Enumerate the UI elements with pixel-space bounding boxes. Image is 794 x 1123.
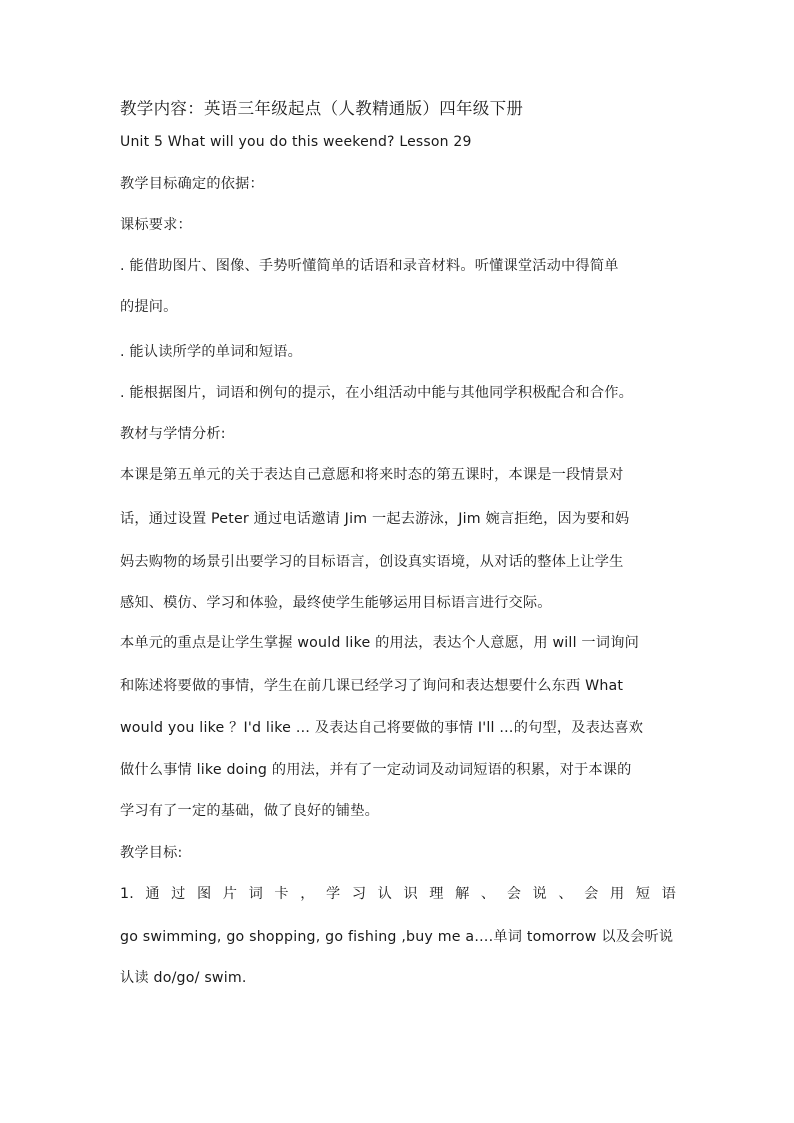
paragraph-1-line-1: 本课是第五单元的关于表达自己意愿和将来时态的第五课时，本课是一段情景对	[120, 467, 624, 483]
goal-1-line-1	[120, 884, 676, 904]
requirement-1-line-2: 的提问。	[120, 299, 178, 315]
goal-1-line-2: go swimming, go shopping, go fishing ,buy me a….单词 tomorrow 以及会听说	[120, 929, 674, 945]
goal-1-token: 会	[584, 886, 599, 902]
paragraph-1-line-3: 妈去购物的场景引出要学习的目标语言，创设真实语境，从对话的整体上让学生	[120, 554, 624, 570]
paragraph-2-line-3: would you like ？I'd like … 及表达自己将要做的事情 I'll …的句型，及表达喜欢	[120, 720, 644, 736]
goal-1-token: ，	[300, 886, 315, 902]
goal-1-token: 说	[532, 886, 547, 902]
paragraph-2-line-4: 做什么事情 like doing 的用法，并有了一定动词及动词短语的积累，对于本课的	[120, 762, 632, 778]
goal-1-token: 识	[403, 886, 418, 902]
goal-1-token: 词	[248, 886, 263, 902]
goal-1-token: 短	[635, 886, 651, 902]
goal-1-token: 学	[326, 886, 341, 902]
requirement-1-line-1: . 能借助图片、图像、手势听懂简单的话语和录音材料。听懂课堂活动中得简单	[120, 258, 619, 274]
goal-1-token: 理	[429, 886, 444, 902]
goal-1-token: 片	[222, 886, 238, 902]
goal-1-token: 语	[661, 886, 676, 902]
goal-1-token: 1.	[120, 886, 134, 902]
goals-heading: 教学目标:	[120, 845, 183, 861]
goal-1-token: 过	[171, 886, 186, 902]
goal-1-token: 认	[377, 886, 393, 902]
paragraph-1-line-4: 感知、模仿、学习和体验，最终使学生能够运用目标语言进行交际。	[120, 595, 552, 611]
paragraph-2-line-2: 和陈述将要做的事情，学生在前几课已经学习了询问和表达想要什么东西 What	[120, 678, 624, 694]
goal-1-token: 习	[351, 886, 367, 902]
document-subtitle: Unit 5 What will you do this weekend? Lesson 29	[120, 134, 472, 150]
basis-heading: 教学目标确定的依据：	[120, 176, 264, 192]
goal-1-token: 、	[480, 886, 496, 902]
requirement-2: . 能认读所学的单词和短语。	[120, 344, 303, 360]
paragraph-1-line-2: 话，通过设置 Peter 通过电话邀请 Jim 一起去游泳，Jim 婉言拒绝，因为要和妈	[120, 511, 630, 527]
goal-1-token: 卡	[274, 886, 289, 902]
goal-1-token: 通	[145, 886, 160, 902]
paragraph-2-line-5: 学习有了一定的基础，做了良好的铺垫。	[120, 803, 379, 819]
goal-1-token: 解	[455, 886, 470, 902]
goal-1-line-3: 认读 do/go/ swim.	[120, 970, 247, 986]
goal-1-token: 图	[196, 886, 212, 902]
requirement-3: . 能根据图片，词语和例句的提示，在小组活动中能与其他同学积极配合和合作。	[120, 385, 633, 401]
analysis-heading: 教材与学情分析:	[120, 426, 226, 442]
paragraph-2-line-1: 本单元的重点是让学生掌握 would like 的用法，表达个人意愿，用 will 一词询问	[120, 635, 639, 651]
goal-1-token: 会	[506, 886, 522, 902]
goal-1-token: 用	[609, 886, 625, 902]
curriculum-heading: 课标要求：	[120, 217, 192, 233]
document-title: 教学内容：英语三年级起点（人教精通版）四年级下册	[120, 99, 524, 118]
goal-1-token: 、	[558, 886, 573, 902]
